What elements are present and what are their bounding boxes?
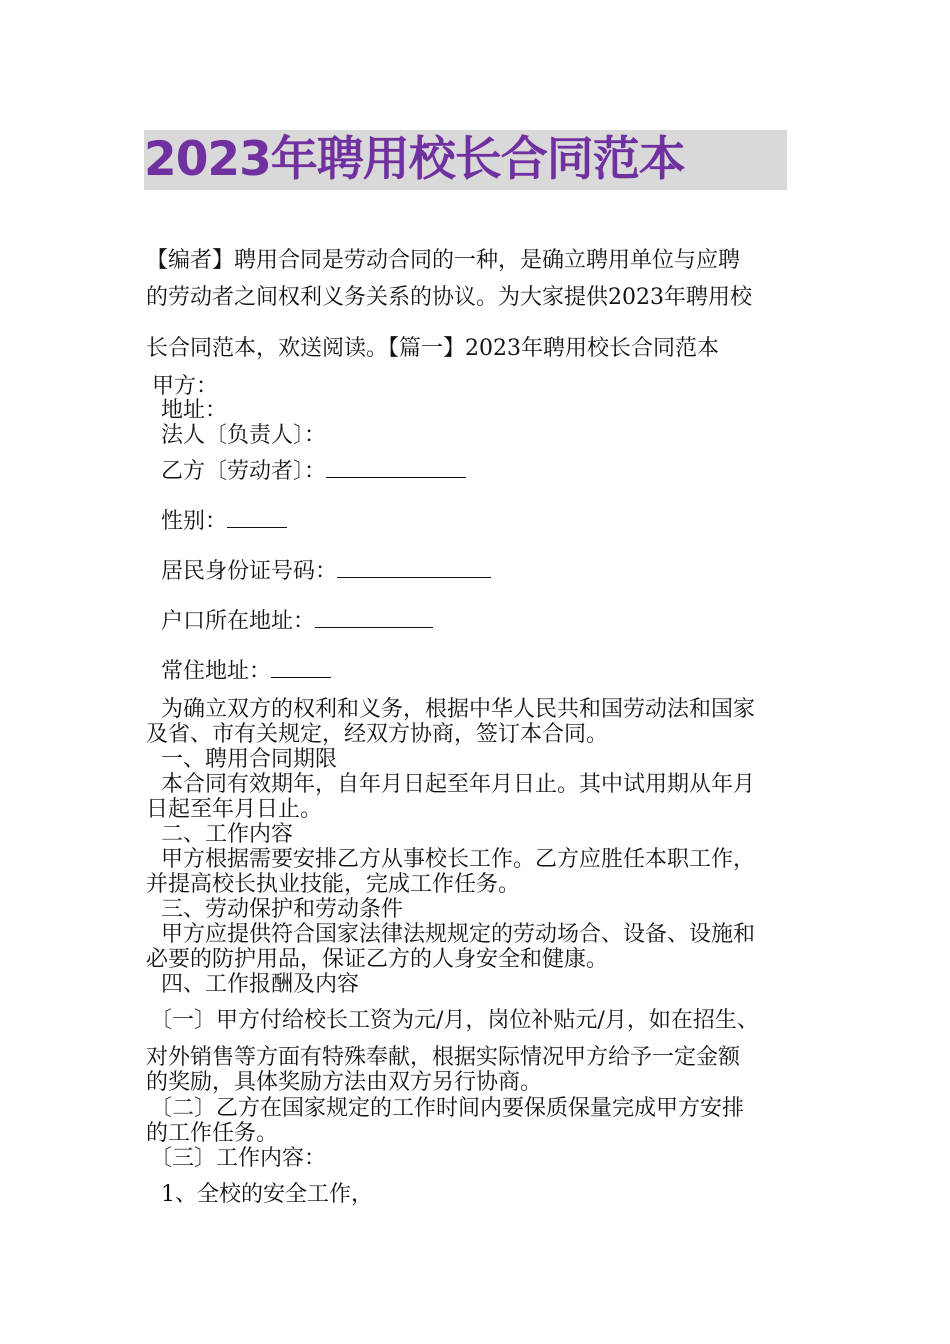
- party-a-label: 甲方：: [152, 374, 219, 399]
- household-address-row: [161, 609, 433, 635]
- section-4-item-1-line-3: 的奖励，具体奖励方法由双方另行协商。: [146, 1070, 543, 1095]
- household-address-blank[interactable]: [315, 609, 433, 628]
- section-4-heading: 四、工作报酬及内容: [161, 972, 360, 997]
- section-4-item-2-line-1: 〔二〕乙方在国家规定的工作时间内要保质保量完成甲方安排: [150, 1096, 745, 1121]
- section-2-line-1: 甲方根据需要安排乙方从事校长工作。乙方应胜任本职工作，: [161, 847, 756, 872]
- duty-item-1: 1、全校的安全工作，: [161, 1182, 373, 1207]
- gender-blank[interactable]: [227, 509, 287, 528]
- id-number-row: [161, 559, 491, 585]
- party-b-blank[interactable]: [326, 459, 466, 478]
- section-1-heading: 一、聘用合同期限: [161, 747, 338, 772]
- document-title: 2023年聘用校长合同范本: [144, 130, 787, 190]
- preamble-line-1: 为确立双方的权利和义务，根据中华人民共和国劳动法和国家: [161, 697, 756, 722]
- section-4-item-2-line-2: 的工作任务。: [146, 1121, 279, 1146]
- intro-line-2: 的劳动者之间权利义务关系的协议。为大家提供2023年聘用校: [146, 285, 752, 310]
- party-b-row: [161, 459, 466, 485]
- address-label: 地址：: [161, 398, 228, 423]
- preamble-line-2: 及省、市有关规定，经双方协商，签订本合同。: [146, 722, 609, 747]
- residence-address-row: [161, 659, 331, 685]
- section-3-heading: 三、劳动保护和劳动条件: [161, 897, 404, 922]
- party-b-label: 乙方〔劳动者〕：: [161, 459, 327, 484]
- section-4-item-3: 〔三〕工作内容：: [150, 1146, 327, 1171]
- section-2-heading: 二、工作内容: [161, 822, 294, 847]
- residence-address-blank[interactable]: [271, 659, 331, 678]
- gender-row: [161, 509, 287, 535]
- id-number-label: 居民身份证号码：: [161, 559, 338, 584]
- section-3-line-1: 甲方应提供符合国家法律法规规定的劳动场合、设备、设施和: [161, 922, 756, 947]
- section-2-line-2: 并提高校长执业技能，完成工作任务。: [146, 872, 521, 897]
- gender-label: 性别：: [161, 509, 228, 534]
- id-number-blank[interactable]: [337, 559, 491, 578]
- section-3-line-2: 必要的防护用品，保证乙方的人身安全和健康。: [146, 947, 609, 972]
- section-4-item-1-line-1: 〔一〕甲方付给校长工资为元/月，岗位补贴元/月，如在招生、: [150, 1008, 759, 1033]
- section-1-line-1: 本合同有效期年，自年月日起至年月日止。其中试用期从年月: [161, 772, 756, 797]
- section-4-item-1-line-2: 对外销售等方面有特殊奉献，根据实际情况甲方给予一定金额: [146, 1045, 741, 1070]
- legal-person-label: 法人〔负责人〕：: [161, 423, 327, 448]
- household-address-label: 户口所在地址：: [161, 609, 316, 634]
- section-1-line-2: 日起至年月日止。: [146, 797, 323, 822]
- residence-address-label: 常住地址：: [161, 659, 272, 684]
- intro-line-3: 长合同范本，欢送阅读。【篇一】2023年聘用校长合同范本: [146, 336, 719, 361]
- intro-line-1: 【编者】聘用合同是劳动合同的一种，是确立聘用单位与应聘: [146, 248, 741, 273]
